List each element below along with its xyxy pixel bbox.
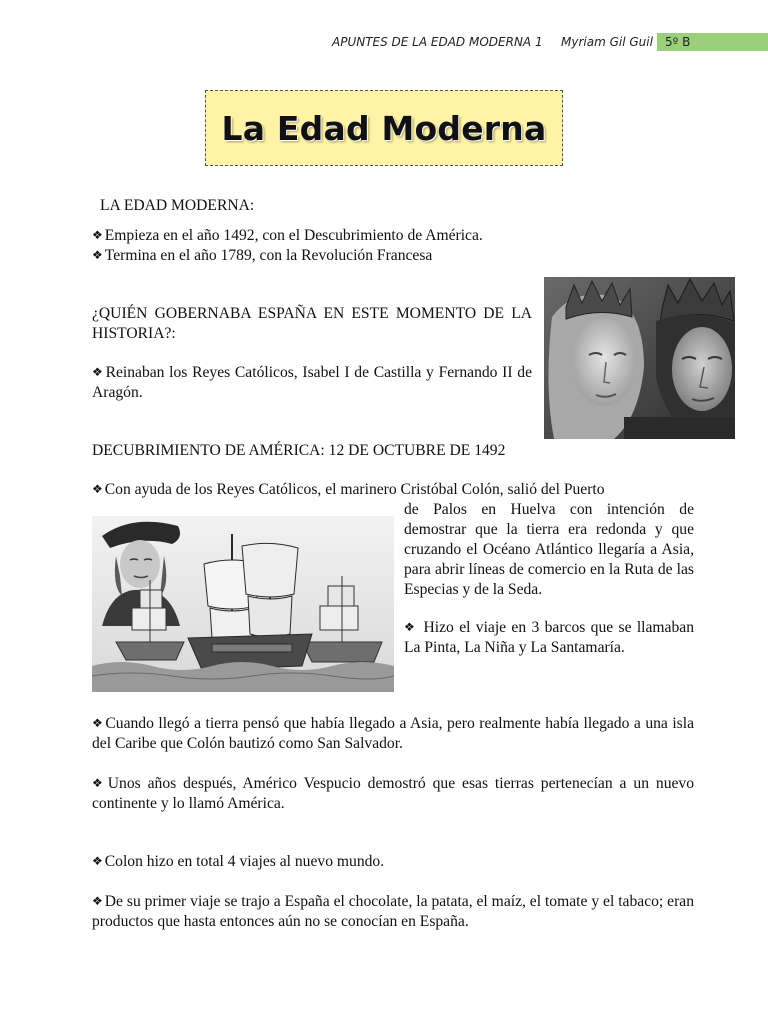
diamond-bullet-icon: ❖ [92,228,103,242]
list-item: ❖ Termina en el año 1789, con la Revolución Francesa [92,247,433,264]
diamond-bullet-icon: ❖ [92,482,103,496]
list-item: ❖ Unos años después, Américo Vespucio demostró que esas tierras pertenecían a un nuevo continente y lo llamó América. [92,775,695,812]
diamond-bullet-icon: ❖ [404,620,417,634]
section-heading-edad-moderna: LA EDAD MODERNA: [100,197,255,214]
diamond-bullet-icon: ❖ [92,776,106,790]
list-item: ❖ De su primer viaje se trajo a España el chocolate, la patata, el maíz, el tomate y el tabaco; eran productos que hasta entonces aún no se conocían en España. [92,893,694,930]
list-item: ❖ Cuando llegó a tierra pensó que había llegado a Asia, pero realmente había llegado a una isla del Caribe que Colón bautizó como San Salvador. [92,715,694,752]
diamond-bullet-icon: ❖ [92,365,104,379]
list-item: ❖ Reinaban los Reyes Católicos, Isabel I de Castilla y Fernando II de Aragón. [92,364,532,401]
section-heading-gobierno: ¿QUIÉN GOBERNABA ESPAÑA EN ESTE MOMENTO DE LA HISTORIA?: [92,305,532,342]
paragraph-continuation: de Palos en Huelva con intención de demostrar que la tierra era redonda y que cruzando el Océano Atlántico llegaría a Asia, para abrir líneas de comercio en la Ruta de las Especias y de la Seda. [404,501,694,598]
title-banner [205,90,563,166]
author-name: Myriam Gil Guil [561,35,653,49]
page-header [0,33,768,53]
diamond-bullet-icon: ❖ [92,894,103,908]
page-title: La Edad Moderna [221,108,547,148]
columbus-ships-image [92,516,394,692]
diamond-bullet-icon: ❖ [92,854,103,868]
diamond-bullet-icon: ❖ [92,248,103,262]
grade-badge: 5º B [657,33,768,51]
list-item: ❖ Hizo el viaje en 3 barcos que se llamaban La Pinta, La Niña y La Santamaría. [404,619,694,656]
list-item: ❖ Empieza en el año 1492, con el Descubrimiento de América. [92,227,483,244]
catholic-monarchs-image [544,277,735,439]
document-title: APUNTES DE LA EDAD MODERNA 1 [332,35,543,49]
diamond-bullet-icon: ❖ [92,716,104,730]
list-item: ❖ Colon hizo en total 4 viajes al nuevo mundo. [92,853,385,870]
list-item: ❖ Con ayuda de los Reyes Católicos, el marinero Cristóbal Colón, salió del Puerto [92,481,605,498]
section-heading-descubrimiento: DECUBRIMIENTO DE AMÉRICA: 12 DE OCTUBRE DE 1492 [92,442,506,459]
